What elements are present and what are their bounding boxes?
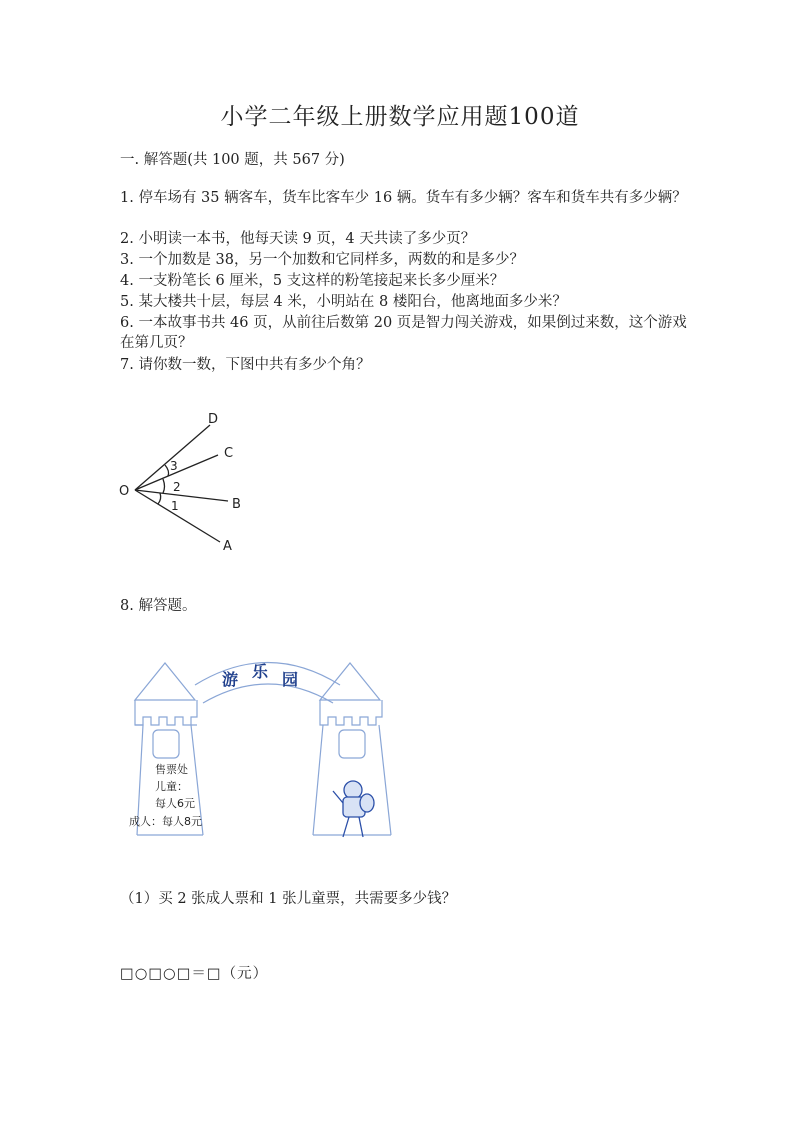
label-a: A <box>223 539 232 554</box>
left-tower-battlement <box>135 700 197 725</box>
angle-figure <box>110 405 270 555</box>
ticket-office-label: 售票处 <box>155 763 188 776</box>
label-o: O <box>119 484 130 499</box>
label-d: D <box>208 412 219 427</box>
child-figure <box>333 781 374 837</box>
sub-question-1: （1）买 2 张成人票和 1 张儿童票，共需要多少钱？ <box>120 891 457 907</box>
question-3: 3. 一个加数是 38，另一个加数和它同样多，两数的和是多少？ <box>120 252 525 268</box>
label-b: B <box>232 497 241 512</box>
question-7: 7. 请你数一数，下图中共有多少个角？ <box>120 357 371 373</box>
right-tower-roof <box>320 663 380 700</box>
adult-price: 成人：每人8元 <box>129 815 202 828</box>
sign-char-2: 乐 <box>252 662 269 681</box>
question-5: 5. 某大楼共十层，每层 4 米，小明站在 8 楼阳台，他离地面多少米？ <box>120 294 567 310</box>
right-tower-body <box>313 725 391 835</box>
arc-2 <box>163 479 165 493</box>
park-gate-figure <box>125 645 410 845</box>
question-8: 8. 解答题。 <box>120 598 197 614</box>
sign-char-3: 园 <box>282 670 299 689</box>
right-tower-battlement <box>320 700 382 725</box>
question-6: 6. 一本故事书共 46 页，从前往后数第 20 页是智力闯关游戏，如果倒过来数，这个游戏在第几页？ <box>120 315 687 351</box>
question-2: 2. 小明读一本书，他每天读 9 页，4 天共读了多少页？ <box>120 231 476 247</box>
arc-1 <box>158 493 161 504</box>
left-tower-window <box>153 730 179 758</box>
angle-mark-1: 1 <box>171 499 179 513</box>
answer-formula: □○□○□＝□（元） <box>120 966 269 982</box>
right-tower-window <box>339 730 365 758</box>
angle-mark-3: 3 <box>170 459 178 473</box>
ray-oa <box>135 490 220 542</box>
left-tower-roof <box>135 663 195 700</box>
child-price: 每人6元 <box>155 797 195 810</box>
question-4: 4. 一支粉笔长 6 厘米，5 支这样的粉笔接起来长多少厘米？ <box>120 273 505 289</box>
arc-3 <box>165 465 169 476</box>
question-1: 1. 停车场有 35 辆客车，货车比客车少 16 辆。货车有多少辆？客车和货车共有多少辆？ <box>120 190 687 206</box>
section-heading: 一. 解答题(共 100 题，共 567 分) <box>120 152 345 168</box>
ray-ob <box>135 490 228 501</box>
child-label: 儿童： <box>155 780 188 793</box>
sign-char-1: 游 <box>222 670 239 689</box>
angle-mark-2: 2 <box>173 480 181 494</box>
label-c: C <box>224 446 234 461</box>
page-title: 小学二年级上册数学应用题100道 <box>220 104 580 130</box>
